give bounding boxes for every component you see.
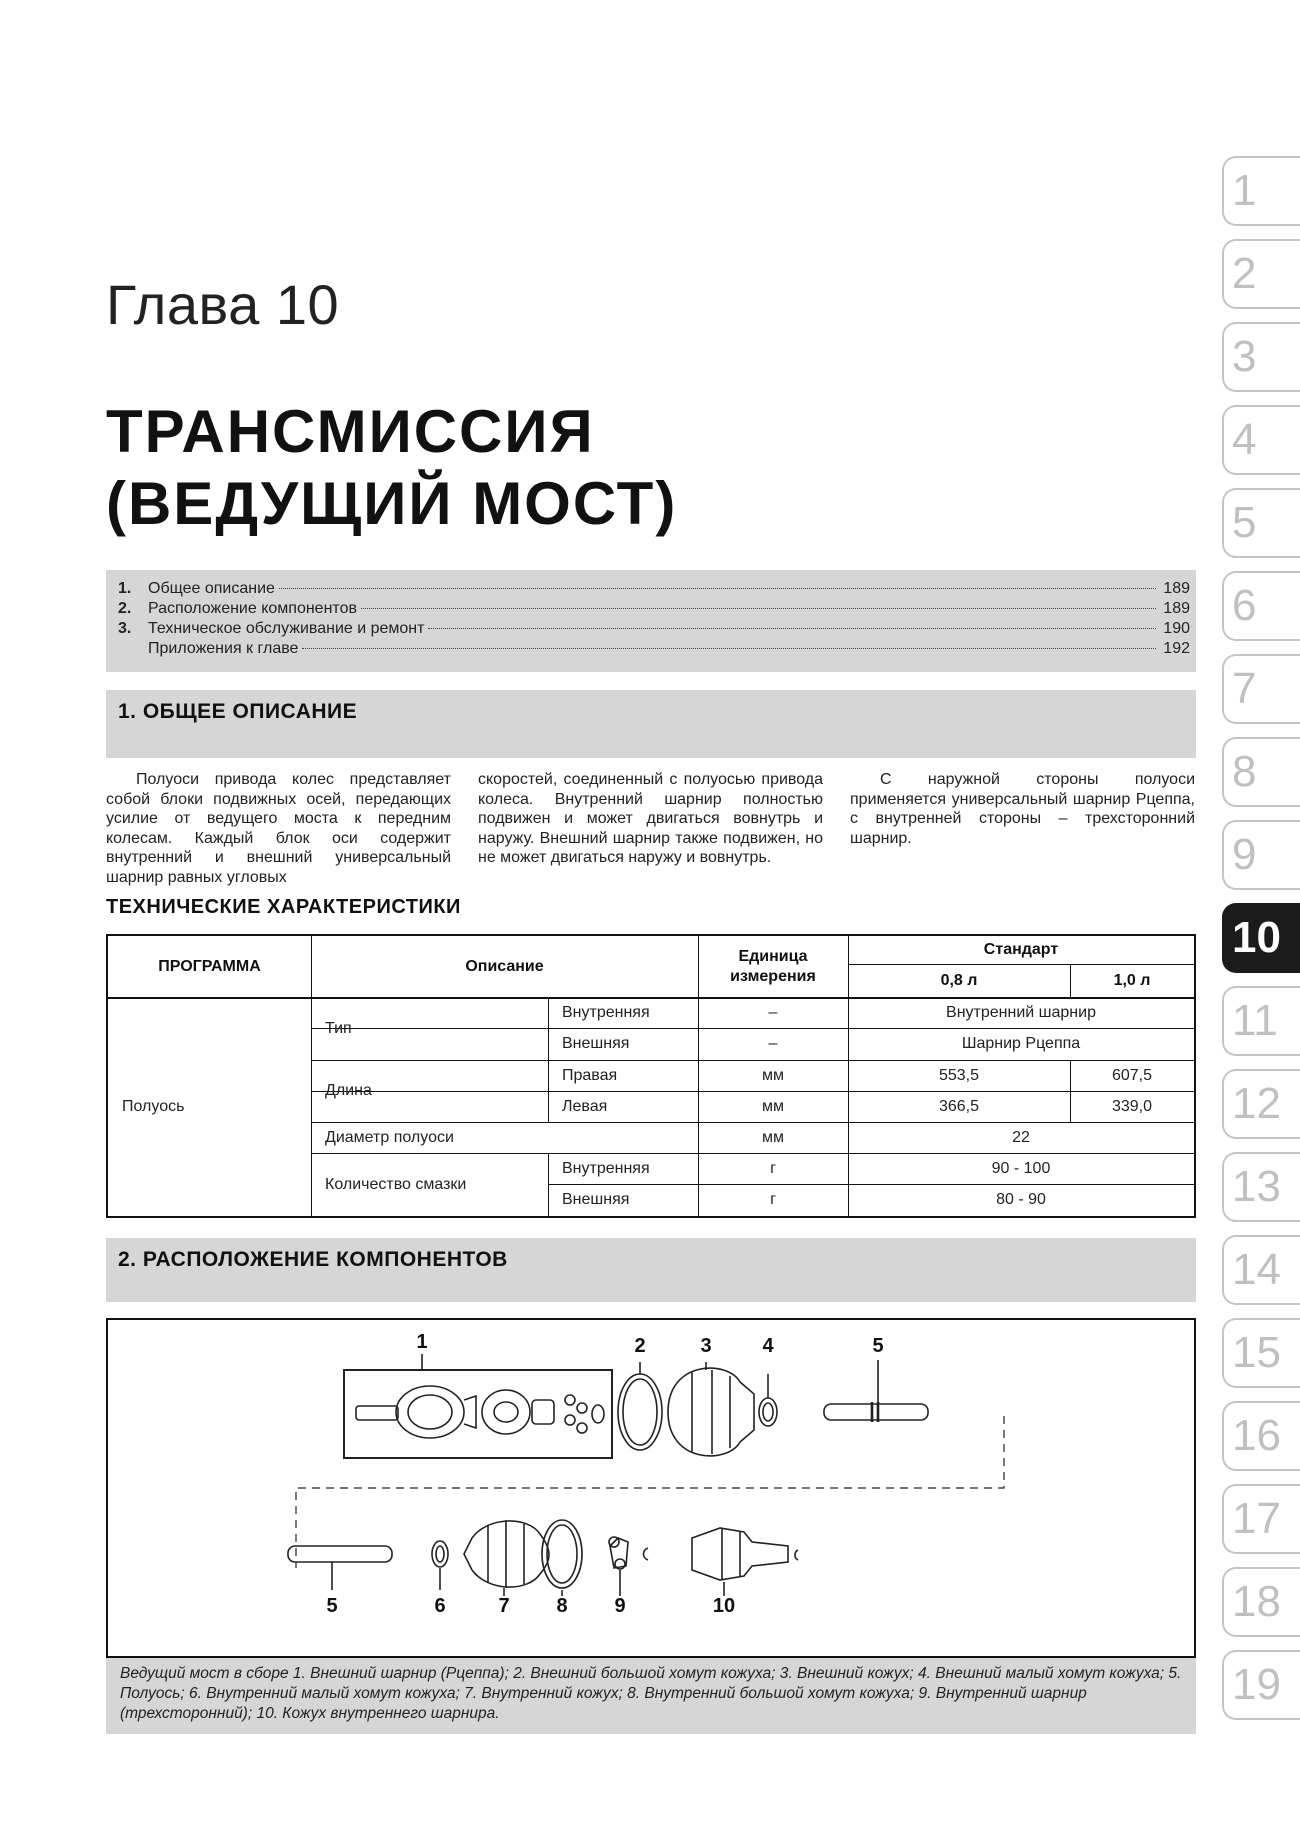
chapter-title-line2: (ВЕДУЩИЙ МОСТ) bbox=[106, 470, 678, 537]
chapter-tab[interactable] bbox=[1222, 239, 1300, 309]
chapter-tab[interactable] bbox=[1222, 737, 1300, 807]
row-value: 80 - 90 bbox=[996, 1191, 1046, 1208]
description-column-2: скоростей, соединенный с полуосью привода колеса. Внутренний шарнир полностью подвижен и может двигаться вовнутрь и наружу. Внешний шарнир также подвижен, но не может двигаться наружу и вовнутрь. bbox=[478, 771, 823, 866]
chapter-tab[interactable] bbox=[1222, 405, 1300, 475]
chapter-tab-number: 15 bbox=[1232, 1328, 1281, 1377]
callout-label: 5 bbox=[872, 1335, 884, 1357]
chapter-tab[interactable] bbox=[1222, 1235, 1300, 1305]
header-0-8l: 0,8 л bbox=[940, 971, 978, 989]
row-label-length: Длина bbox=[325, 1082, 372, 1099]
chapter-tab-number: 9 bbox=[1232, 830, 1257, 879]
toc-item[interactable] bbox=[118, 600, 1190, 620]
callout-label: 5 bbox=[326, 1595, 338, 1617]
callout-label: 1 bbox=[416, 1331, 428, 1353]
chapter-title bbox=[106, 396, 806, 540]
header-1-0l: 1,0 л bbox=[1113, 971, 1151, 989]
row-sub-label: Левая bbox=[562, 1097, 608, 1115]
row-label-diameter: Диаметр полуоси bbox=[325, 1128, 454, 1146]
row-value: 90 - 100 bbox=[991, 1159, 1051, 1177]
row-value-1-0l: 339,0 bbox=[1111, 1097, 1153, 1115]
specs-heading: ТЕХНИЧЕСКИЕ ХАРАКТЕРИСТИКИ bbox=[106, 896, 461, 918]
callout-label: 3 bbox=[700, 1335, 712, 1357]
chapter-tab[interactable] bbox=[1222, 571, 1300, 641]
chapter-tab-active[interactable] bbox=[1222, 903, 1300, 973]
section-heading-bar bbox=[106, 1238, 1196, 1302]
chapter-tab[interactable] bbox=[1222, 488, 1300, 558]
chapter-tab-number: 16 bbox=[1232, 1411, 1281, 1460]
chapter-tab[interactable] bbox=[1222, 820, 1300, 890]
chapter-tab-number: 6 bbox=[1232, 581, 1257, 630]
row-sub-label: Внутренняя bbox=[562, 1004, 650, 1021]
toc-item-number: 1. bbox=[118, 580, 132, 597]
chapter-tab[interactable] bbox=[1222, 1152, 1300, 1222]
section-heading: 1. ОБЩЕЕ ОПИСАНИЕ bbox=[118, 700, 358, 723]
chapter-tab-number: 8 bbox=[1232, 747, 1257, 796]
toc-item[interactable] bbox=[118, 620, 1190, 640]
chapter-tab-number: 2 bbox=[1232, 249, 1257, 298]
chapter-tab[interactable] bbox=[1222, 322, 1300, 392]
row-value-0-8l: 366,5 bbox=[938, 1097, 980, 1115]
row-label-type: Тип bbox=[325, 1020, 352, 1037]
toc-item-title: Приложения к главе bbox=[148, 640, 299, 657]
chapter-tab-number: 7 bbox=[1232, 664, 1257, 713]
toc-item-page: 189 bbox=[1163, 580, 1190, 597]
row-sub-label: Внешняя bbox=[562, 1191, 630, 1208]
table-of-contents bbox=[106, 570, 1196, 672]
toc-leader-dots bbox=[279, 588, 1156, 589]
toc-item-title: Техническое обслуживание и ремонт bbox=[148, 620, 425, 637]
toc-item-page: 192 bbox=[1163, 640, 1190, 657]
row-label-grease: Количество смазки bbox=[325, 1175, 467, 1193]
row-sub-label: Правая bbox=[562, 1066, 618, 1084]
chapter-tab-number: 14 bbox=[1232, 1245, 1281, 1294]
callout-label: 4 bbox=[762, 1335, 774, 1357]
toc-item-title: Общее описание bbox=[148, 580, 275, 597]
chapter-label: Глава 10 bbox=[106, 273, 340, 336]
toc-item[interactable] bbox=[118, 580, 1190, 600]
toc-item-number: 2. bbox=[118, 600, 132, 617]
row-value: Шарнир Рцеппа bbox=[961, 1035, 1081, 1052]
chapter-tab-number: 11 bbox=[1232, 996, 1278, 1045]
row-unit: – bbox=[768, 1035, 778, 1052]
row-sub-label: Внутренняя bbox=[562, 1159, 650, 1177]
chapter-title-line1: ТРАНСМИССИЯ bbox=[106, 398, 595, 465]
row-value-1-0l: 607,5 bbox=[1111, 1066, 1153, 1084]
chapter-tab[interactable] bbox=[1222, 1567, 1300, 1637]
drive-axle-illustration bbox=[108, 1320, 1194, 1656]
description-column-1: Полуоси привода колес представляет собой блоки подвижных осей, передающих усилие от ведущего моста к передним колесам. Каждый блок оси содержит внутренний и внешний универсальный шарнир равных угловых bbox=[106, 771, 451, 886]
chapter-tab[interactable] bbox=[1222, 1318, 1300, 1388]
callout-label: 2 bbox=[634, 1335, 646, 1357]
row-value: Внутренний шарнир bbox=[946, 1004, 1096, 1021]
row-value: 22 bbox=[1012, 1128, 1030, 1146]
chapter-tab[interactable] bbox=[1222, 654, 1300, 724]
callout-label: 8 bbox=[556, 1595, 568, 1617]
section-heading: 2. РАСПОЛОЖЕНИЕ КОМПОНЕНТОВ bbox=[118, 1248, 508, 1271]
callout-label: 10 bbox=[712, 1595, 736, 1617]
row-unit: мм bbox=[762, 1097, 784, 1115]
row-unit: г bbox=[770, 1191, 776, 1208]
chapter-tab-number: 17 bbox=[1232, 1494, 1281, 1543]
row-unit: мм bbox=[762, 1128, 784, 1146]
row-unit: мм bbox=[762, 1066, 784, 1084]
row-sub-label: Внешняя bbox=[562, 1035, 630, 1052]
chapter-tab-number: 12 bbox=[1232, 1079, 1281, 1128]
toc-item-page: 189 bbox=[1163, 600, 1190, 617]
chapter-tab[interactable] bbox=[1222, 1650, 1300, 1720]
row-unit: г bbox=[770, 1159, 776, 1177]
chapter-tab[interactable] bbox=[1222, 1069, 1300, 1139]
toc-item-page: 190 bbox=[1163, 620, 1190, 637]
callout-label: 6 bbox=[434, 1595, 446, 1617]
chapter-tab[interactable] bbox=[1222, 1484, 1300, 1554]
chapter-tab-number: 10 bbox=[1232, 913, 1281, 962]
chapter-tab-number: 5 bbox=[1232, 498, 1257, 547]
toc-item-title: Расположение компонентов bbox=[148, 600, 357, 617]
callout-label: 7 bbox=[498, 1595, 510, 1617]
toc-leader-dots bbox=[361, 608, 1156, 609]
chapter-tab[interactable] bbox=[1222, 986, 1300, 1056]
chapter-tab[interactable] bbox=[1222, 1401, 1300, 1471]
chapter-tab-number: 3 bbox=[1232, 332, 1257, 381]
figure-caption: Ведущий мост в сборе 1. Внешний шарнир (Рцеппа); 2. Внешний большой хомут кожуха; 3. Внешний кожух; 4. Внешний малый хомут кожуха; 5. Полуось; 6. Внутренний малый хомут кожуха; 7. Внутренний кожух; 8. Внутренний большой хомут кожуха; 9. Внутренний шарнир (трехсторонний); 10. Кожух внутреннего шарнира. bbox=[106, 1658, 1196, 1734]
header-program: ПРОГРАММА bbox=[158, 957, 261, 975]
program-cell: Полуось bbox=[122, 1098, 185, 1115]
chapter-tab-number: 1 bbox=[1232, 166, 1257, 215]
header-unit: Единица измерения bbox=[730, 947, 816, 985]
callout-label: 9 bbox=[614, 1595, 626, 1617]
toc-item[interactable] bbox=[118, 640, 1190, 660]
toc-leader-dots bbox=[428, 628, 1156, 629]
chapter-tab-number: 4 bbox=[1232, 415, 1257, 464]
header-standard: Стандарт bbox=[983, 941, 1059, 958]
toc-leader-dots bbox=[302, 648, 1156, 649]
section-heading-bar bbox=[106, 690, 1196, 758]
chapter-tab-number: 19 bbox=[1232, 1660, 1281, 1709]
specs-table bbox=[106, 934, 1196, 1218]
toc-item-number: 3. bbox=[118, 620, 132, 637]
row-unit: – bbox=[768, 1004, 778, 1021]
row-value-0-8l: 553,5 bbox=[938, 1066, 980, 1084]
drive-axle-diagram bbox=[106, 1318, 1196, 1658]
chapter-tab-number: 18 bbox=[1232, 1577, 1281, 1626]
header-description: Описание bbox=[465, 957, 544, 975]
chapter-tab[interactable] bbox=[1222, 156, 1300, 226]
description-column-3: С наружной стороны полуоси применяется универсальный шарнир Рцеппа, с внутренней стороны – трехсторонний шарнир. bbox=[850, 771, 1195, 847]
chapter-tab-number: 13 bbox=[1232, 1162, 1281, 1211]
